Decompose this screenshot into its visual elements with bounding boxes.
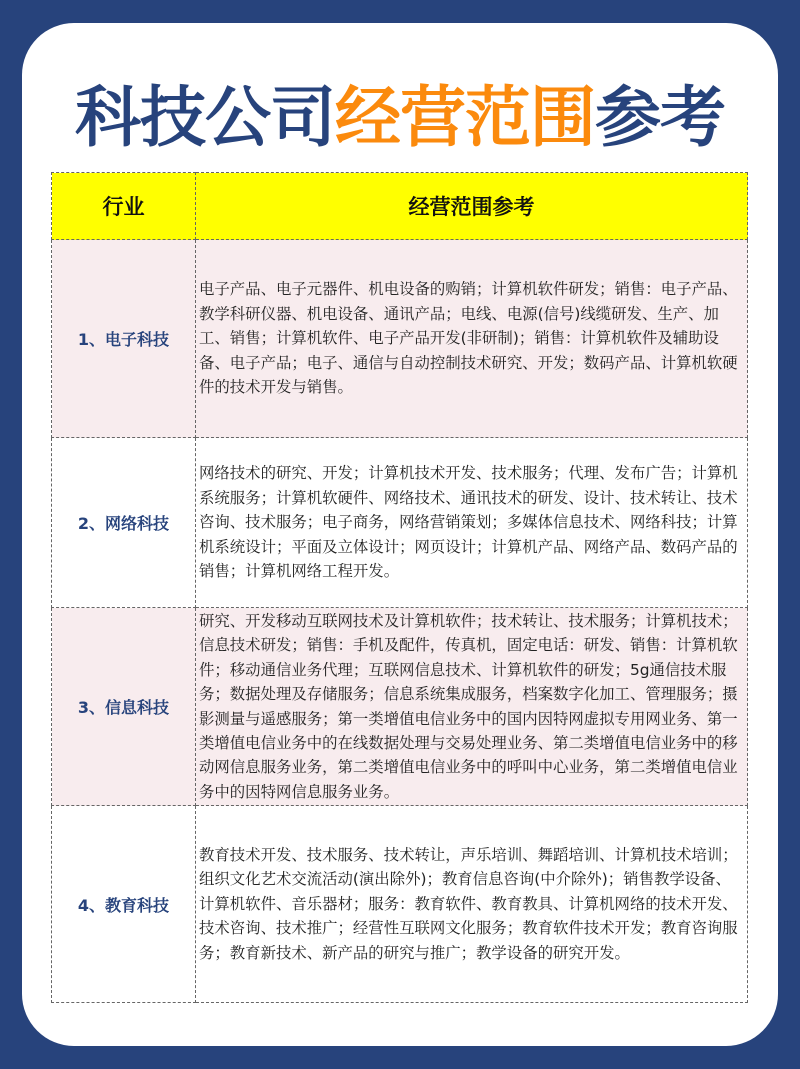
business-scope-table (51, 172, 748, 1003)
industry-cell: 3、信息科技 (52, 608, 196, 806)
header-industry: 行业 (52, 173, 196, 240)
title-part-scope: 经营范围 (335, 79, 595, 156)
scope-cell: 电子产品、电子元器件、机电设备的购销；计算机软件研发；销售：电子产品、教学科研仪器、机电设备、通讯产品；电线、电源(信号)线缆研发、生产、加工、销售；计算机软件、电子产品开发(非研制)；销售：计算机软件及辅助设备、电子产品；电子、通信与自动控制技术研究、开发；数码产品、计算机软硬件的技术开发与销售。 (196, 240, 748, 438)
industry-cell: 4、教育科技 (52, 806, 196, 1003)
header-scope: 经营范围参考 (196, 173, 748, 240)
table-row (52, 240, 748, 438)
title-part-company: 科技公司 (75, 79, 335, 156)
industry-cell: 2、网络科技 (52, 438, 196, 608)
table-row (52, 608, 748, 806)
page-title (22, 73, 778, 163)
scope-cell: 网络技术的研究、开发；计算机技术开发、技术服务；代理、发布广告；计算机系统服务；计算机软硬件、网络技术、通讯技术的研发、设计、技术转让、技术咨询、技术服务；电子商务，网络营销策划；多媒体信息技术、网络科技；计算机系统设计；平面及立体设计；网页设计；计算机产品、网络产品、数码产品的销售；计算机网络工程开发。 (196, 438, 748, 608)
table-row (52, 438, 748, 608)
scope-cell: 研究、开发移动互联网技术及计算机软件；技术转让、技术服务；计算机技术；信息技术研发；销售：手机及配件，传真机，固定电话：研发、销售：计算机软件；移动通信业务代理；互联网信息技术、计算机软件的研发；5g通信技术服务；数据处理及存储服务；信息系统集成服务，档案数字化加工、管理服务；摄影测量与遥感服务；第一类增值电信业务中的国内因特网虚拟专用网业务、第一类增值电信业务中的在线数据处理与交易处理业务、第二类增值电信业务中的移动网信息服务业务，第二类增值电信业务中的呼叫中心业务，第二类增值电信业务中的因特网信息服务业务。 (196, 608, 748, 806)
title-part-reference: 参考 (595, 79, 725, 156)
content-card (22, 23, 778, 1046)
table-row (52, 806, 748, 1003)
scope-cell: 教育技术开发、技术服务、技术转让，声乐培训、舞蹈培训、计算机技术培训；组织文化艺术交流活动(演出除外)；教育信息咨询(中介除外)；销售教学设备、计算机软件、音乐器材；服务：教育软件、教育教具、计算机网络的技术开发、技术咨询、技术推广；经营性互联网文化服务；教育软件技术开发；教育咨询服务；教育新技术、新产品的研究与推广；教学设备的研究开发。 (196, 806, 748, 1003)
table-header-row (52, 173, 748, 240)
industry-cell: 1、电子科技 (52, 240, 196, 438)
